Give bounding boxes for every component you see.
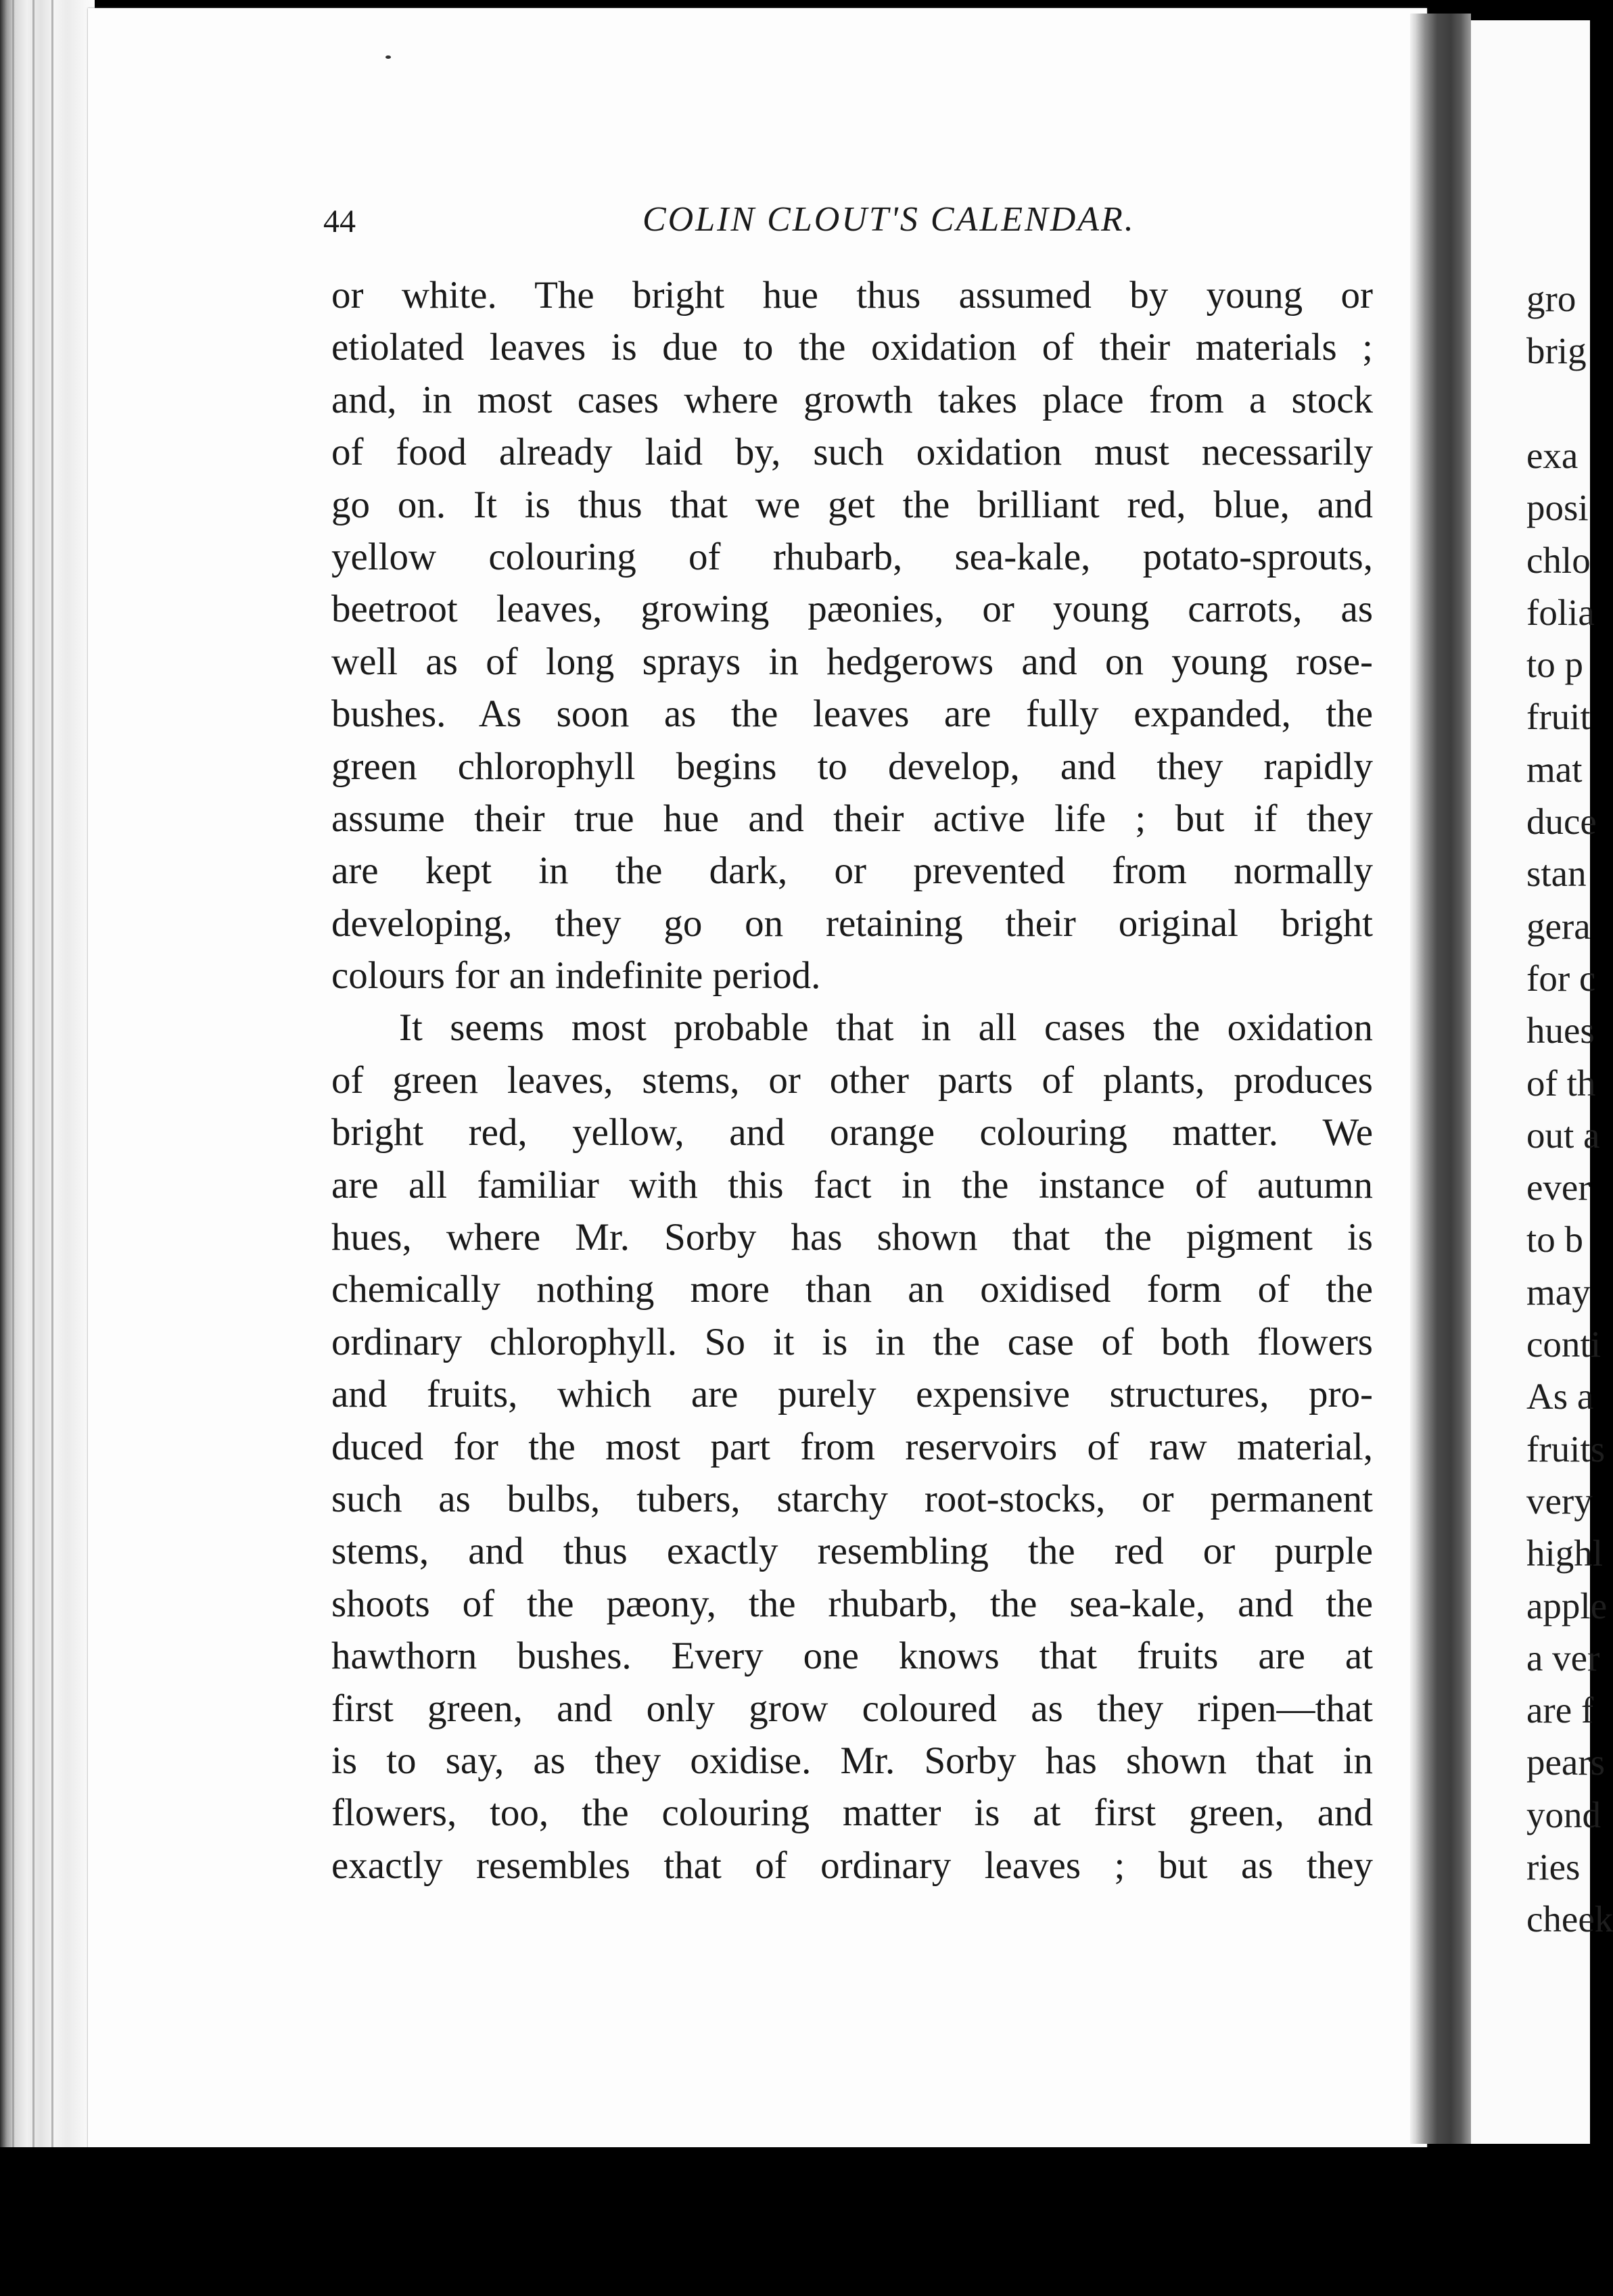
- facing-text-fragment: are f: [1526, 1689, 1594, 1731]
- text-line: stems, and thus exactly resembling the red or purple: [331, 1530, 1373, 1573]
- text-line: is to say, as they oxidise. Mr. Sorby has shown that in: [331, 1739, 1373, 1782]
- text-line: first green, and only grow coloured as they ripen—that: [331, 1687, 1373, 1730]
- text-line: or white. The bright hue thus assumed by young or: [331, 274, 1373, 317]
- facing-text-fragment: exa: [1526, 434, 1579, 476]
- gutter-shadow: [1410, 14, 1471, 2144]
- facing-text-fragment: may: [1526, 1271, 1591, 1313]
- running-head: COLIN CLOUT'S CALENDAR.: [642, 200, 1136, 239]
- facing-text-fragment: apple: [1526, 1585, 1608, 1626]
- facing-text-fragment: conti: [1526, 1323, 1601, 1365]
- text-line: chemically nothing more than an oxidised form of the: [331, 1268, 1373, 1311]
- facing-text-fragment: mat: [1526, 748, 1583, 790]
- facing-page: [1471, 20, 1613, 2144]
- text-line: green chlorophyll begins to develop, and they rapidly: [331, 745, 1373, 788]
- text-line: are kept in the dark, or prevented from normally: [331, 849, 1373, 893]
- facing-text-fragment: of th: [1526, 1062, 1596, 1104]
- text-line: are all familiar with this fact in the instance of autumn: [331, 1163, 1373, 1206]
- page-number: 44: [323, 204, 356, 239]
- book-edge: [0, 0, 95, 2164]
- text-line: bushes. As soon as the leaves are fully expanded, the: [331, 693, 1373, 736]
- text-line: go on. It is thus that we get the brilliant red, blue, and: [331, 483, 1373, 526]
- text-line: such as bulbs, tubers, starchy root-stocks, or permanent: [331, 1477, 1373, 1520]
- facing-text-fragment: As a: [1526, 1376, 1594, 1418]
- body-text: [331, 269, 1373, 1892]
- facing-text-fragment: to p: [1526, 644, 1584, 686]
- facing-text-fragment: fruit: [1526, 696, 1591, 738]
- text-line: exactly resembles that of ordinary leaves ; but as they: [331, 1844, 1373, 1887]
- paper-speck: [385, 55, 391, 59]
- text-line: ordinary chlorophyll. So it is in the case of both flowers: [331, 1320, 1373, 1363]
- facing-text-fragment: duce: [1526, 801, 1597, 842]
- facing-text-fragment: gera: [1526, 905, 1591, 947]
- facing-text-fragment: highl: [1526, 1532, 1604, 1574]
- scan-background: [0, 2147, 1590, 2296]
- text-line: well as of long sprays in hedgerows and on young rose-: [331, 640, 1373, 683]
- facing-text-fragment: very: [1526, 1480, 1593, 1522]
- text-line: assume their true hue and their active life ; but if they: [331, 797, 1373, 840]
- text-line: colours for an indefinite period.: [331, 954, 821, 998]
- text-line: and fruits, which are purely expensive structures, pro-: [331, 1373, 1373, 1416]
- facing-text-fragment: folia: [1526, 591, 1595, 633]
- facing-text-fragment: pears: [1526, 1741, 1606, 1783]
- text-line: It seems most probable that in all cases the oxidation: [399, 1006, 1373, 1050]
- facing-text-fragment: ries: [1526, 1846, 1581, 1888]
- facing-text-fragment: brig: [1526, 330, 1587, 372]
- facing-text-fragment: stan: [1526, 853, 1587, 895]
- facing-text-fragment: yond: [1526, 1794, 1601, 1835]
- text-line: flowers, too, the colouring matter is at first green, and: [331, 1791, 1373, 1835]
- text-line: duced for the most part from reservoirs of raw material,: [331, 1425, 1373, 1468]
- edge-stripe: [51, 0, 53, 2164]
- text-line: shoots of the pæony, the rhubarb, the sea-kale, and the: [331, 1582, 1373, 1625]
- facing-text-fragment: a ver: [1526, 1637, 1600, 1679]
- facing-text-fragment: to b: [1526, 1219, 1584, 1261]
- text-line: and, in most cases where growth takes place from a stock: [331, 378, 1373, 421]
- text-line: bright red, yellow, and orange colouring matter. We: [331, 1111, 1373, 1154]
- text-line: hawthorn bushes. Every one knows that fruits are at: [331, 1635, 1373, 1678]
- edge-stripe: [12, 0, 14, 2164]
- edge-stripe: [32, 0, 34, 2164]
- facing-text-fragment: fruits: [1526, 1428, 1606, 1470]
- text-line: hues, where Mr. Sorby has shown that the pigment is: [331, 1216, 1373, 1259]
- facing-text-fragment: hues: [1526, 1010, 1595, 1052]
- facing-text-fragment: out a: [1526, 1114, 1600, 1156]
- text-line: developing, they go on retaining their original bright: [331, 901, 1373, 945]
- text-line: etiolated leaves is due to the oxidation of their materials ;: [331, 326, 1373, 369]
- text-line: beetroot leaves, growing pæonies, or young carrots, as: [331, 588, 1373, 631]
- facing-text-fragment: chlo: [1526, 539, 1591, 581]
- facing-text-fragment: ever: [1526, 1167, 1591, 1209]
- text-line: of food already laid by, such oxidation must necessarily: [331, 431, 1373, 474]
- facing-text-fragment: posi: [1526, 487, 1589, 529]
- text-line: of green leaves, stems, or other parts of plants, produces: [331, 1058, 1373, 1102]
- text-line: yellow colouring of rhubarb, sea-kale, potato-sprouts,: [331, 535, 1373, 578]
- facing-text-fragment: cheek: [1526, 1898, 1613, 1940]
- facing-text-fragment: gro: [1526, 278, 1576, 319]
- facing-text-fragment: for c: [1526, 957, 1596, 999]
